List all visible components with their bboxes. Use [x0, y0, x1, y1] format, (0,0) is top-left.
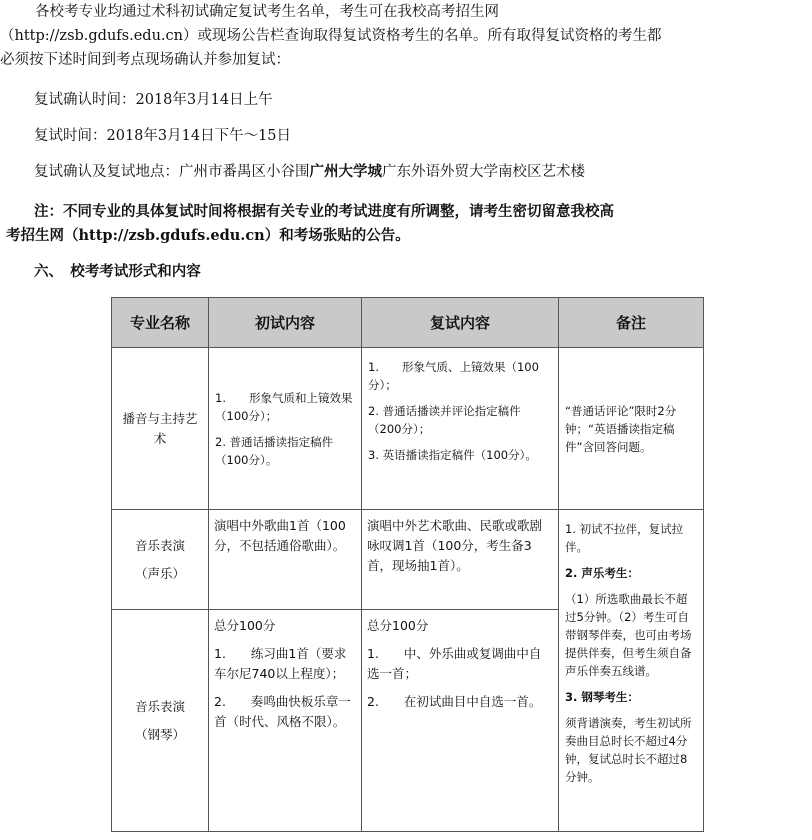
section-title: 六、 校考考试形式和内容	[34, 263, 201, 280]
first-item-2: 2. 奏鸣曲快板乐章一首（时代、风格不限）。	[214, 694, 351, 729]
exam-location	[34, 160, 812, 184]
first-total: 总分100分	[214, 618, 276, 633]
major-cell	[112, 610, 209, 832]
intro-line-2: （http://zsb.gdufs.edu.cn）或现场公告栏查询取得复试资格考生的名单。所有取得复试资格的考生都	[0, 28, 662, 44]
exam-time: 复试时间：2018年3月14日下午～15日	[34, 128, 292, 144]
remark-item-1: 1. 初试不拉伴，复试拉伴。	[565, 522, 684, 554]
remark-heading-piano: 3. 钢琴考生：	[565, 690, 639, 704]
header-first-round: 初试内容	[209, 298, 362, 348]
second-item-1: 1. 形象气质、上镜效果（100分）；	[368, 360, 539, 392]
first-item-1: 1. 练习曲1首（要求车尔尼740以上程度）；	[214, 646, 347, 681]
major-sub: （钢琴）	[134, 726, 185, 742]
location-bold: 广州大学城	[309, 163, 382, 180]
major-sub: （声乐）	[134, 565, 185, 581]
first-round-cell	[209, 610, 362, 832]
remark-cell: “普通话评论”限时2分钟；“英语播读指定稿件”含回答问题。	[559, 348, 704, 510]
header-second-round: 复试内容	[362, 298, 559, 348]
second-item-3: 3. 英语播读指定稿件（100分）。	[368, 448, 537, 462]
second-total: 总分100分	[367, 618, 429, 633]
second-item-2: 2. 普通话播读并评论指定稿件（200分）；	[368, 404, 521, 436]
major-name: 音乐表演	[134, 698, 185, 714]
note-line-2: 考招生网（http://zsb.gdufs.edu.cn）和考场张贴的公告。	[6, 227, 410, 244]
second-item-1: 1. 中、外乐曲或复调曲中自选一首；	[367, 646, 542, 681]
first-item-1: 1. 形象气质和上镜效果（100分）；	[215, 390, 353, 423]
header-remark: 备注	[559, 298, 704, 348]
remark-heading-vocal: 2. 声乐考生：	[565, 566, 639, 580]
remark-item-vocal: （1）所选歌曲最长不超过5分钟。（2）考生可自带钢琴伴奏，也可由考场提供伴奏，但考生须自备声乐伴奏五线谱。	[565, 592, 692, 678]
second-round-cell	[362, 348, 559, 510]
location-prefix: 复试确认及复试地点：广州市番禺区小谷围	[34, 164, 310, 180]
table-row	[112, 348, 704, 510]
major-cell	[112, 510, 209, 610]
location-suffix: 广东外语外贸大学南校区艺术楼	[382, 164, 585, 180]
remark-item-piano: 须背谱演奏，考生初试所奏曲目总时长不超过4分钟，复试总时长不超过8分钟。	[565, 716, 692, 784]
intro-paragraph	[0, 0, 806, 72]
header-major: 专业名称	[112, 298, 209, 348]
second-round-cell	[362, 610, 559, 832]
intro-line-1: 各校考专业均通过术科初试确定复试考生名单，考生可在我校高考招生网	[6, 4, 499, 20]
remark-merged-cell	[559, 510, 704, 832]
confirm-time: 复试确认时间：2018年3月14日上午	[34, 92, 273, 108]
major-cell: 播音与主持艺术	[112, 348, 209, 510]
second-item-2: 2. 在初试曲目中自选一首。	[367, 694, 542, 709]
note-line-1: 注：不同专业的具体复试时间将根据有关专业的考试进度有所调整，请考生密切留意我校高	[34, 203, 614, 220]
intro-line-3: 必须按下述时间到考点现场确认并参加复试：	[0, 52, 290, 68]
first-round-cell: 演唱中外歌曲1首（100分，不包括通俗歌曲）。	[209, 510, 362, 610]
first-item-2: 2. 普通话播读指定稿件（100分）。	[215, 434, 334, 467]
first-round-cell	[209, 348, 362, 510]
table-row	[112, 510, 704, 610]
second-round-cell: 演唱中外艺术歌曲、民歌或歌剧咏叹调1首（100分，考生备3首，现场抽1首）。	[362, 510, 559, 610]
major-name: 音乐表演	[134, 537, 185, 553]
table-header-row	[112, 298, 704, 348]
exam-content-table	[111, 297, 704, 832]
